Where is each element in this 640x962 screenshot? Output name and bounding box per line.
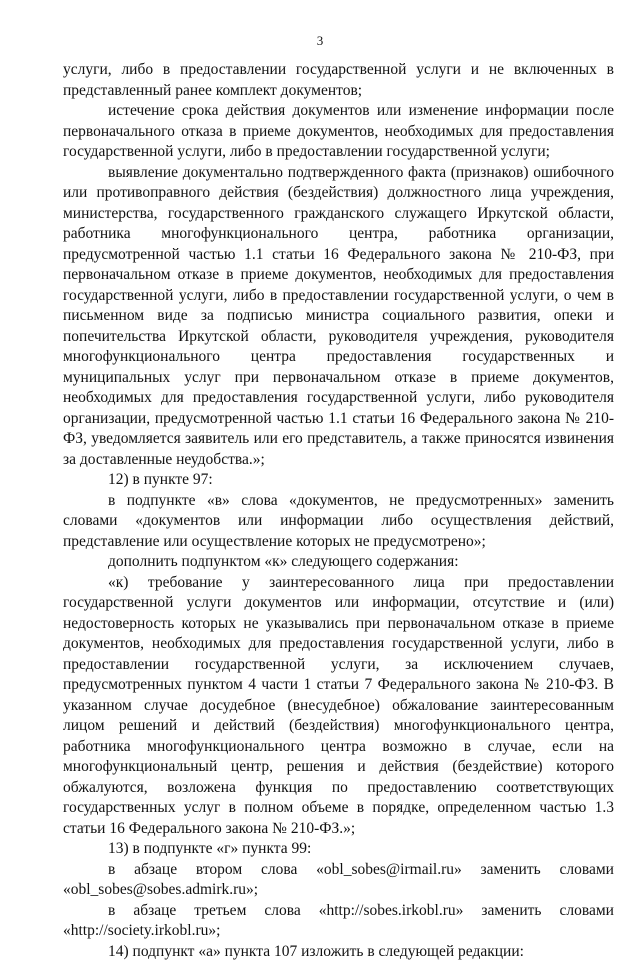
new-website: «http://society.irkobl.ru»; xyxy=(63,921,614,942)
word: абзаце xyxy=(134,860,177,881)
paragraph-error-detection: выявление документально подтвержденного факта (признаков) ошибочного или противоправного действия (бездействия) должностного лица учреждения, министерства, государственного гражданского служащего Иркутской области, работника многофункционального центра, работника организации, предусмотренной частью 1.1 статьи 16 Федерального закона № 210-ФЗ, при первоначальном отказе в приеме документов, необходимых для предоставления государственной услуги, либо в предоставлении государственной услуги, о чем в письменном виде за подписью министра социального развития, опеки и попечительства Иркутской области, руководителя учреждения, руководителя многофункционального центра предоставления государственных и муниципальных услуг при первоначальном отказе в приеме документов, необходимых для предоставления государственной услуги, либо руководителя организации, предусмотренной частью 1.1 статьи 16 Федерального закона № 210-ФЗ, уведомляется заявитель или его представитель, а также приносятся извинения за доставленные неудобства.»; xyxy=(63,163,614,471)
replace-line-website xyxy=(63,901,614,922)
word: заменить xyxy=(481,860,541,881)
word: третьем xyxy=(194,901,246,922)
word: втором xyxy=(196,860,242,881)
page-number: 3 xyxy=(0,33,640,49)
paragraph-document-expiry: истечение срока действия документов или изменение информации после первоначального отказа в приеме документов, необходимых для предоставления государственной услуги, либо в предоставлении государственной услуги; xyxy=(63,101,614,163)
paragraph-item-12-heading: 12) в пункте 97: xyxy=(63,470,614,491)
paragraph-subitem-k-text: «к) требование у заинтересованного лица при предоставлении государственной услуги документов или информации, отсутствие и (или) недостоверность которых не указывались при первоначальном отказе в приеме документов, необходимых для предоставления государственной услуги, либо в предоставлении государственной услуги, за исключением случаев, предусмотренных пунктом 4 части 1 статьи 7 Федерального закона № 210-ФЗ. В указанном случае досудебное (внесудебное) обжалование заинтересованным лицом решений и действий (бездействия) многофункционального центра, работника многофункционального центра возможно в случае, если на многофункциональный центр, решения и действия (бездействие) которого обжалуются, возложена функция по предоставлению соответствующих государственных услуг в полном объеме в порядке, определенном частью 1.3 статьи 16 Федерального закона № 210-ФЗ.»; xyxy=(63,573,614,840)
paragraph-item-13-heading: 13) в подпункте «г» пункта 99: xyxy=(63,839,614,860)
old-website: «http://sobes.irkobl.ru» xyxy=(319,901,464,922)
document-body xyxy=(63,60,614,962)
word: слова xyxy=(261,860,297,881)
word: абзаце xyxy=(133,901,176,922)
paragraph-subitem-v: в подпункте «в» слова «документов, не предусмотренных» заменить словами «документов или информации либо осуществления действий, представление или осуществление которых не предусмотрено»; xyxy=(63,491,614,553)
word: словами xyxy=(559,860,613,881)
word: в xyxy=(108,860,115,881)
new-email: «obl_sobes@sobes.admirk.ru»; xyxy=(63,880,614,901)
word: в xyxy=(108,901,115,922)
word: заменить xyxy=(481,901,541,922)
paragraph-add-subitem-k: дополнить подпунктом «к» следующего содержания: xyxy=(63,552,614,573)
replace-line-email xyxy=(63,860,614,881)
paragraph-continuation: услуги, либо в предоставлении государственной услуги и не включенных в представленный ранее комплект документов; xyxy=(63,60,614,101)
word: словами xyxy=(559,901,613,922)
old-email: «obl_sobes@irmail.ru» xyxy=(316,860,462,881)
word: слова xyxy=(264,901,300,922)
paragraph-item-14-heading: 14) подпункт «а» пункта 107 изложить в следующей редакции: xyxy=(63,942,614,962)
